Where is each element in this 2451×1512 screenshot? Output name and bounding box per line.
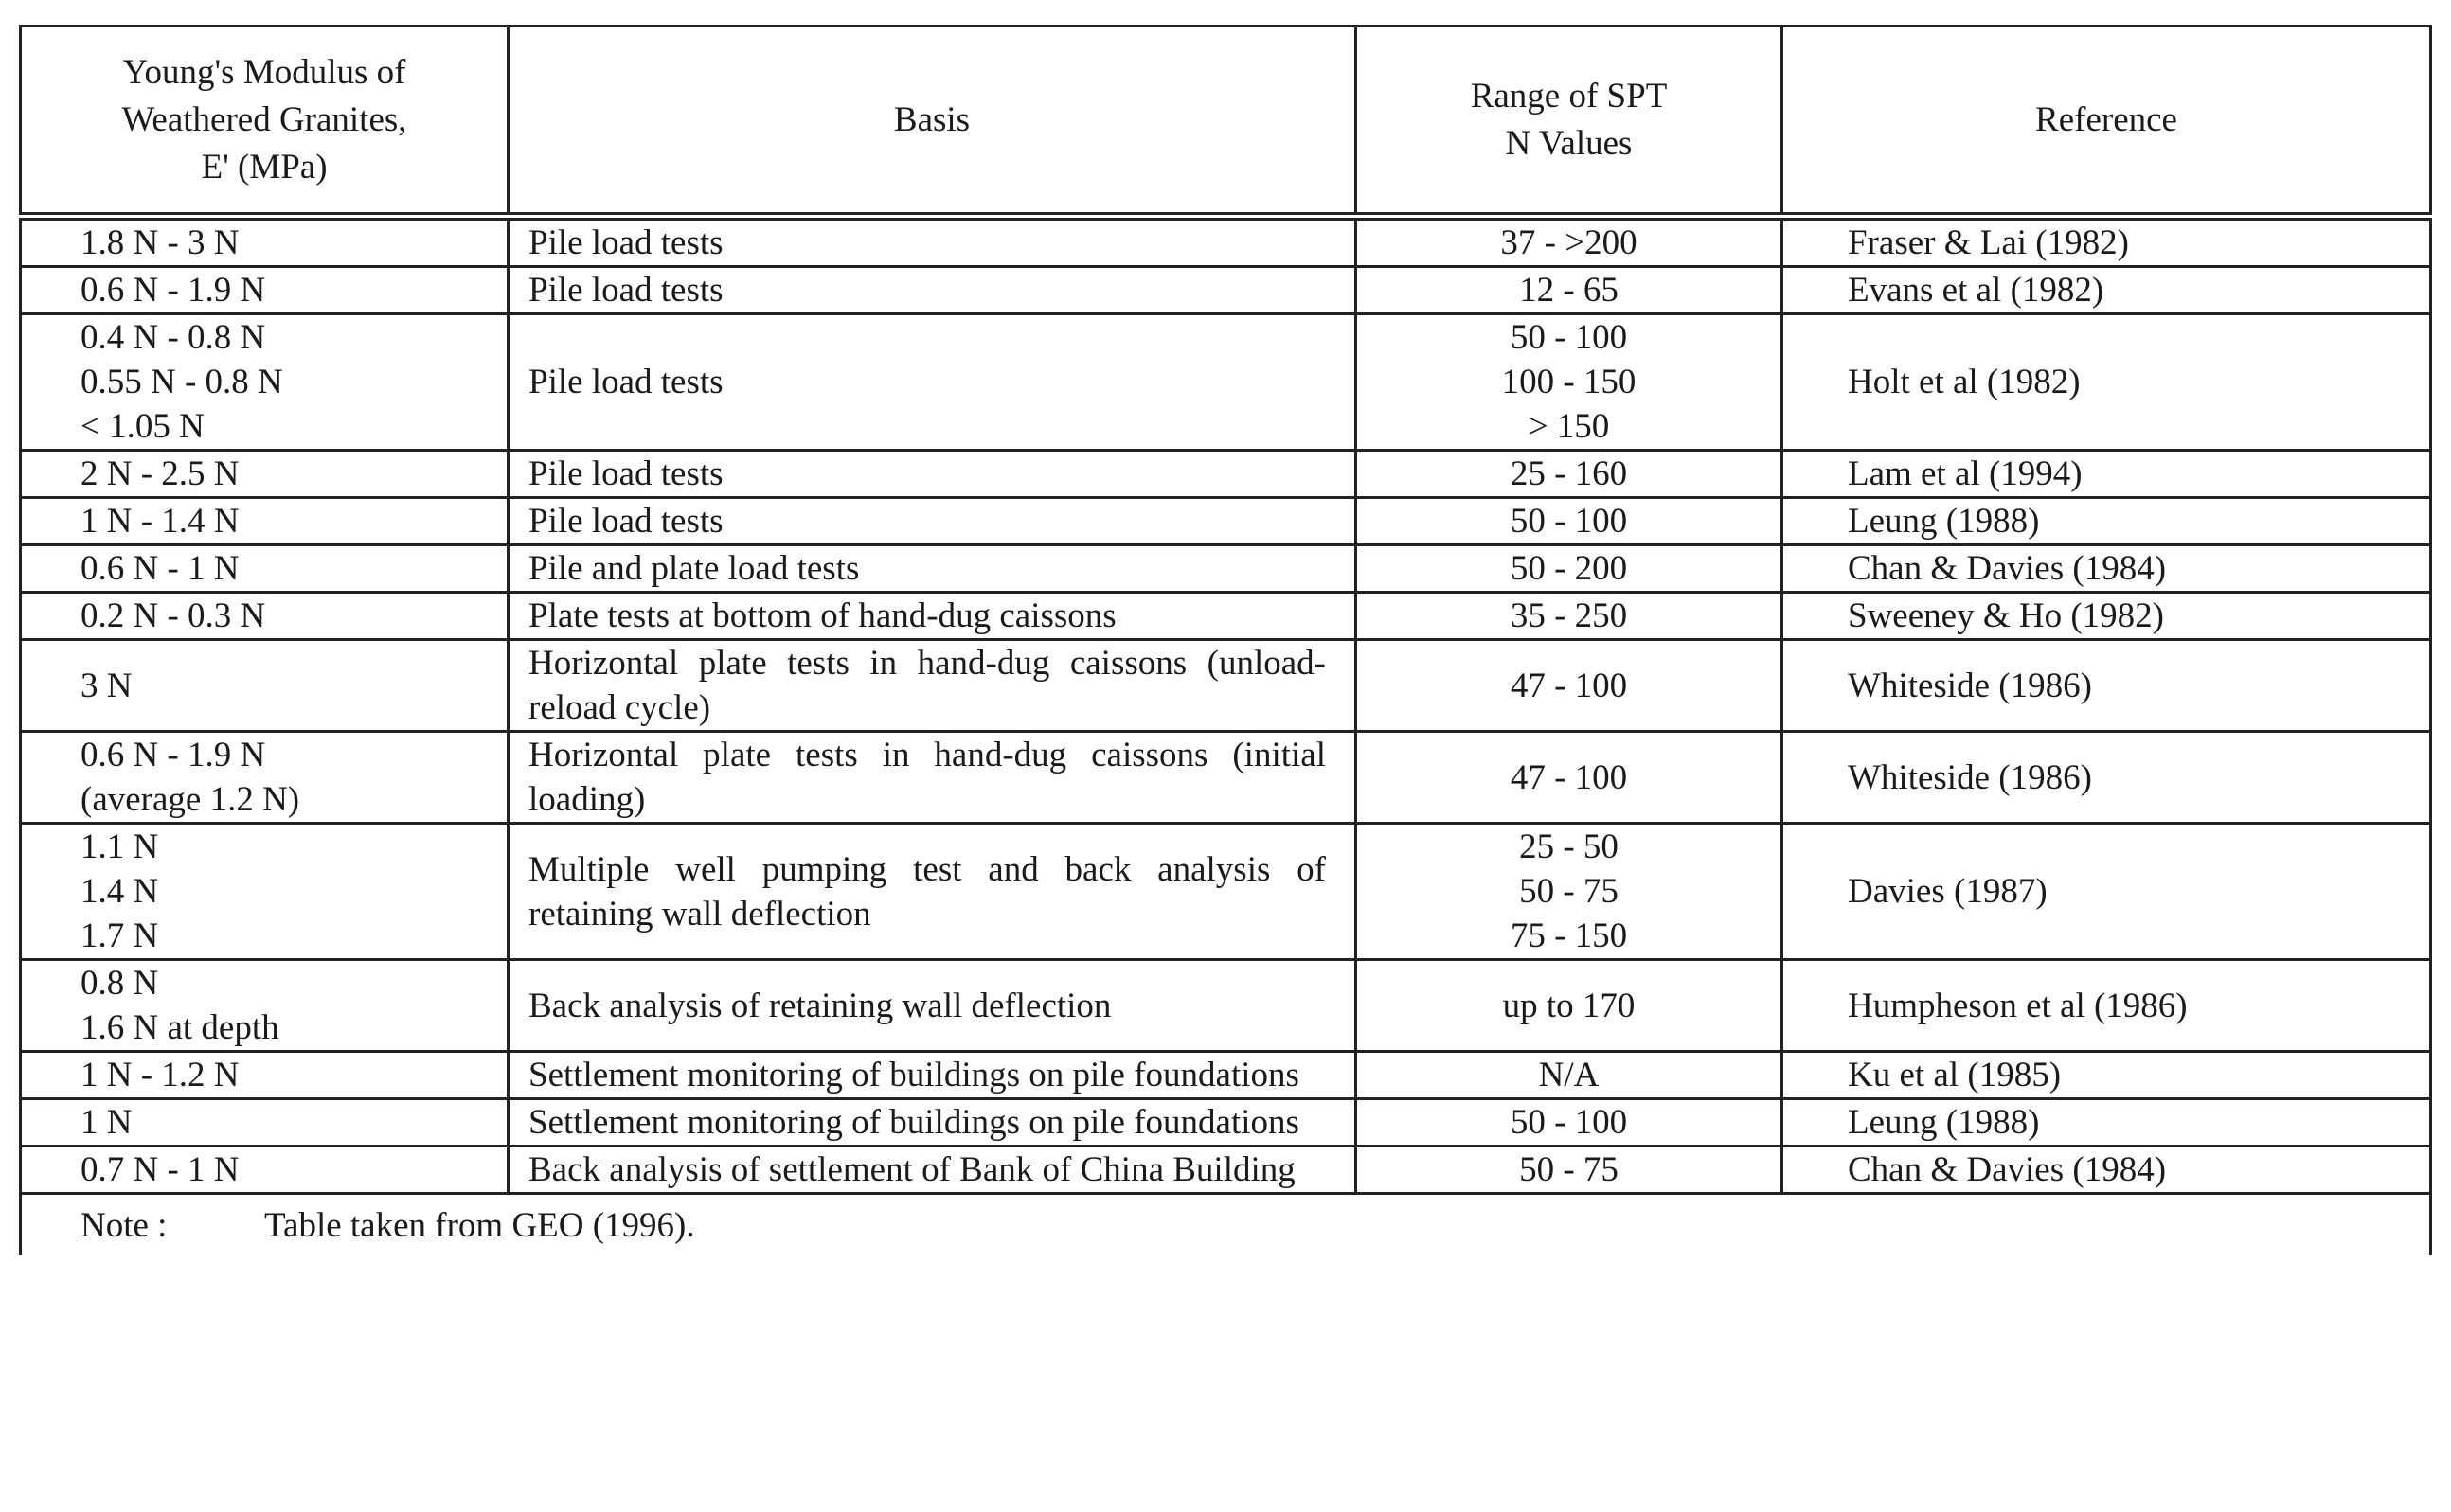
modulus-cell — [21, 267, 509, 314]
basis-cell: Plate tests at bottom of hand-dug caissons — [509, 593, 1356, 640]
spt-range-cell — [1356, 498, 1782, 545]
table-row — [21, 960, 2431, 1052]
modulus-value: 1.7 N — [81, 916, 159, 955]
spt-range-value: 12 - 65 — [1519, 271, 1619, 310]
header-modulus-line: E' (MPa) — [201, 147, 328, 187]
spt-range-value: 50 - 100 — [1510, 318, 1628, 357]
table-note-row — [21, 1194, 2431, 1256]
spt-range-value: 25 - 160 — [1510, 454, 1628, 493]
reference-cell: Chan & Davies (1984) — [1782, 545, 2431, 593]
modulus-value: 0.6 N - 1 N — [81, 549, 240, 588]
spt-range-value: 47 - 100 — [1510, 666, 1628, 705]
spt-range-cell — [1356, 960, 1782, 1052]
modulus-cell — [21, 824, 509, 960]
table-row — [21, 267, 2431, 314]
table-row — [21, 593, 2431, 640]
basis-cell: Back analysis of retaining wall deflection — [509, 960, 1356, 1052]
modulus-value: 1.4 N — [81, 872, 159, 911]
spt-range-value: 50 - 100 — [1510, 1103, 1628, 1142]
reference-cell: Whiteside (1986) — [1782, 732, 2431, 824]
modulus-cell — [21, 545, 509, 593]
spt-range-cell — [1356, 1099, 1782, 1147]
spt-range-cell — [1356, 593, 1782, 640]
modulus-cell — [21, 640, 509, 732]
modulus-cell — [21, 1147, 509, 1194]
spt-range-value: 75 - 150 — [1510, 916, 1628, 955]
header-basis-line: Basis — [893, 99, 971, 139]
header-spt-line: N Values — [1505, 123, 1633, 163]
spt-range-value: 50 - 200 — [1510, 549, 1628, 588]
modulus-cell — [21, 314, 509, 451]
modulus-value: 1.1 N — [81, 827, 159, 866]
reference-cell: Chan & Davies (1984) — [1782, 1147, 2431, 1194]
modulus-value: 0.55 N - 0.8 N — [81, 363, 283, 401]
spt-range-cell — [1356, 1147, 1782, 1194]
header-reference — [1782, 27, 2431, 217]
table-row — [21, 1147, 2431, 1194]
modulus-value: 3 N — [81, 666, 133, 705]
reference-cell: Sweeney & Ho (1982) — [1782, 593, 2431, 640]
note-text: Table taken from GEO (1996). — [264, 1205, 695, 1245]
reference-cell: Evans et al (1982) — [1782, 267, 2431, 314]
table-row — [21, 451, 2431, 498]
header-modulus-line: Weathered Granites, — [121, 99, 407, 139]
basis-cell: Settlement monitoring of buildings on pile foundations — [509, 1099, 1356, 1147]
reference-cell: Leung (1988) — [1782, 1099, 2431, 1147]
modulus-cell — [21, 960, 509, 1052]
spt-range-value: 47 - 100 — [1510, 757, 1628, 797]
basis-cell: Multiple well pumping test and back analysis of retaining wall deflection — [509, 824, 1356, 960]
modulus-value: 1.8 N - 3 N — [81, 223, 240, 262]
modulus-value: 2 N - 2.5 N — [81, 454, 240, 493]
modulus-value: 0.7 N - 1 N — [81, 1150, 240, 1189]
spt-range-cell — [1356, 1052, 1782, 1099]
spt-range-value: 50 - 100 — [1510, 502, 1628, 541]
basis-cell: Pile load tests — [509, 451, 1356, 498]
reference-cell: Holt et al (1982) — [1782, 314, 2431, 451]
reference-cell: Davies (1987) — [1782, 824, 2431, 960]
modulus-cell — [21, 593, 509, 640]
reference-cell: Humpheson et al (1986) — [1782, 960, 2431, 1052]
spt-range-cell — [1356, 451, 1782, 498]
spt-range-cell — [1356, 314, 1782, 451]
table-row — [21, 217, 2431, 267]
basis-cell: Horizontal plate tests in hand-dug caissons (initial loading) — [509, 732, 1356, 824]
basis-cell: Pile load tests — [509, 217, 1356, 267]
spt-range-value: 35 - 250 — [1510, 596, 1628, 635]
modulus-value: 0.8 N — [81, 964, 159, 1003]
spt-range-value: N/A — [1538, 1056, 1600, 1094]
spt-range-value: 50 - 75 — [1519, 1150, 1619, 1189]
modulus-cell — [21, 732, 509, 824]
header-modulus — [21, 27, 509, 217]
modulus-value: 1 N - 1.4 N — [81, 502, 240, 541]
modulus-cell — [21, 498, 509, 545]
spt-range-value: 100 - 150 — [1501, 363, 1637, 401]
table-header-row — [21, 27, 2431, 217]
modulus-value: 1.6 N at depth — [81, 1008, 279, 1047]
table-note — [21, 1194, 2431, 1256]
table-row — [21, 640, 2431, 732]
spt-range-cell — [1356, 545, 1782, 593]
spt-range-value: 37 - >200 — [1500, 223, 1637, 262]
basis-cell: Pile load tests — [509, 267, 1356, 314]
reference-cell: Whiteside (1986) — [1782, 640, 2431, 732]
header-reference-line: Reference — [2035, 99, 2177, 139]
basis-cell: Pile load tests — [509, 314, 1356, 451]
spt-range-value: 50 - 75 — [1519, 872, 1619, 911]
document-page — [19, 25, 2429, 1512]
modulus-cell — [21, 217, 509, 267]
table-body — [21, 217, 2431, 1256]
spt-range-cell — [1356, 217, 1782, 267]
table-row — [21, 824, 2431, 960]
basis-cell: Horizontal plate tests in hand-dug caissons (unload-reload cycle) — [509, 640, 1356, 732]
table-row — [21, 498, 2431, 545]
spt-range-cell — [1356, 640, 1782, 732]
modulus-value: 0.6 N - 1.9 N — [81, 271, 266, 310]
table-row — [21, 1052, 2431, 1099]
spt-range-cell — [1356, 732, 1782, 824]
spt-range-cell — [1356, 267, 1782, 314]
modulus-cell — [21, 1099, 509, 1147]
table-row — [21, 1099, 2431, 1147]
spt-range-value: > 150 — [1528, 407, 1610, 446]
header-spt-line: Range of SPT — [1470, 76, 1668, 116]
table-row — [21, 732, 2431, 824]
modulus-value: < 1.05 N — [81, 407, 205, 446]
header-basis — [509, 27, 1356, 217]
modulus-value: 1 N — [81, 1103, 133, 1142]
basis-cell: Pile load tests — [509, 498, 1356, 545]
note-label: Note : — [81, 1205, 168, 1245]
table-row — [21, 545, 2431, 593]
spt-range-value: 25 - 50 — [1519, 827, 1619, 866]
modulus-value: 0.6 N - 1.9 N — [81, 736, 266, 774]
reference-cell: Leung (1988) — [1782, 498, 2431, 545]
reference-cell: Lam et al (1994) — [1782, 451, 2431, 498]
modulus-value: 0.2 N - 0.3 N — [81, 596, 266, 635]
modulus-cell — [21, 451, 509, 498]
reference-cell: Fraser & Lai (1982) — [1782, 217, 2431, 267]
modulus-cell — [21, 1052, 509, 1099]
header-spt — [1356, 27, 1782, 217]
table-row — [21, 314, 2431, 451]
modulus-table — [19, 25, 2432, 1255]
basis-cell: Back analysis of settlement of Bank of China Building — [509, 1147, 1356, 1194]
modulus-value: 1 N - 1.2 N — [81, 1056, 240, 1094]
spt-range-cell — [1356, 824, 1782, 960]
basis-cell: Pile and plate load tests — [509, 545, 1356, 593]
reference-cell: Ku et al (1985) — [1782, 1052, 2431, 1099]
header-modulus-line: Young's Modulus of — [122, 52, 406, 92]
spt-range-value: up to 170 — [1502, 986, 1636, 1025]
modulus-value: 0.4 N - 0.8 N — [81, 318, 266, 357]
modulus-value: (average 1.2 N) — [81, 780, 300, 819]
basis-cell: Settlement monitoring of buildings on pile foundations — [509, 1052, 1356, 1099]
